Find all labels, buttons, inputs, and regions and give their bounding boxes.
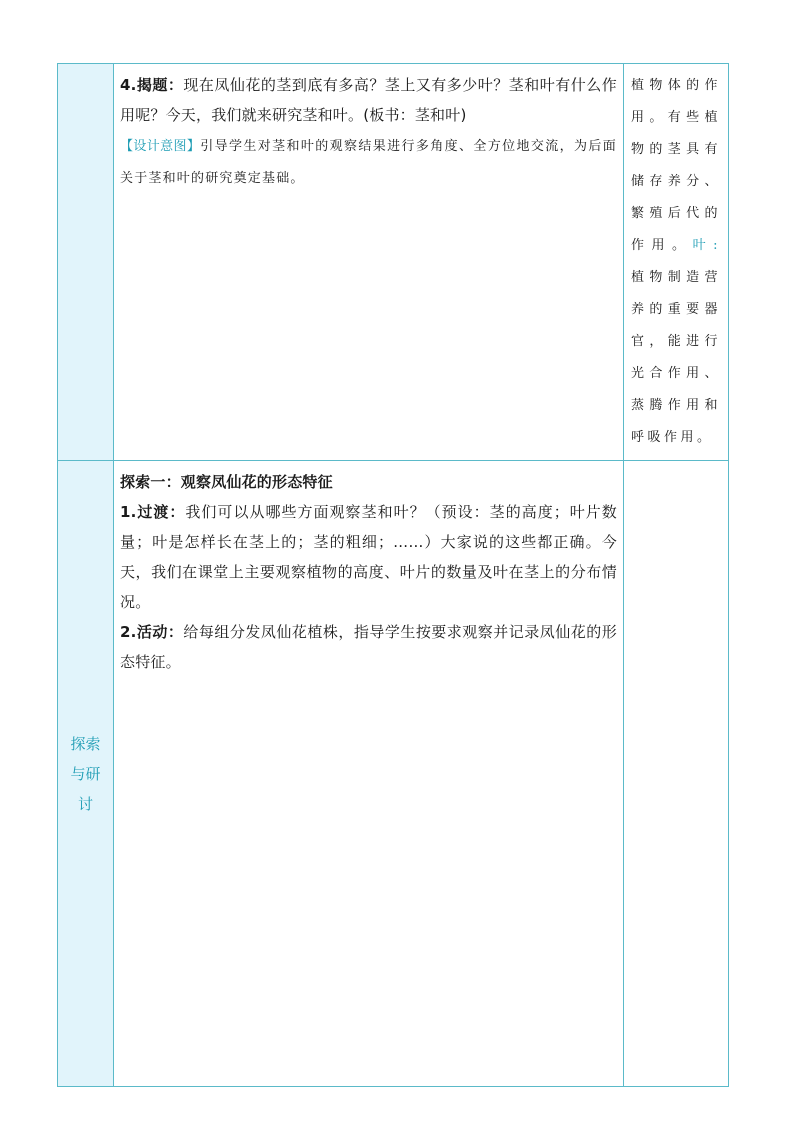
side-stem-text: 植物体的作用。有些植物的茎具有储存养分、繁殖后代的作用。 <box>631 78 721 253</box>
reveal-paragraph <box>120 70 617 130</box>
item-number: 2. <box>120 623 137 641</box>
stage-label: 探索与研讨 <box>70 734 101 813</box>
reveal-number: 4. <box>120 76 137 94</box>
design-intent-tag: 【设计意图】 <box>120 139 201 154</box>
design-intent-paragraph <box>120 130 617 194</box>
side-note <box>624 64 728 460</box>
teaching-content-cell <box>114 64 624 461</box>
design-intent-text: 引导学生对茎和叶的观察结果进行多角度、全方位地交流，为后面关于茎和叶的研究奠定基础。 <box>120 139 617 186</box>
lesson-plan-table <box>57 63 729 1087</box>
side-note-cell <box>624 461 729 1087</box>
teaching-content-cell <box>114 461 624 1087</box>
teaching-content <box>114 64 623 200</box>
item-title: 活动： <box>136 623 184 641</box>
item-text: 我们可以从哪些方面观察茎和叶？（预设：茎的高度；叶片数量；叶是怎样长在茎上的；茎的粗细；……）大家说的这些都正确。今天，我们在课堂上主要观察植物的高度、叶片的数量及叶在茎上的分布情况。 <box>120 503 617 611</box>
side-leaf-text: 植物制造营养的重要器官，能进行光合作用、蒸腾作用和呼吸作用。 <box>631 270 721 445</box>
item-number: 1. <box>120 503 137 521</box>
side-note-cell <box>624 64 729 461</box>
item-activity <box>120 617 617 677</box>
reveal-title: 揭题： <box>136 76 184 94</box>
side-note <box>624 461 728 473</box>
stage-cell <box>58 461 114 1087</box>
teaching-content <box>114 461 623 683</box>
item-transition <box>120 497 617 617</box>
stage-cell <box>58 64 114 461</box>
table-row <box>58 461 729 1087</box>
section-title: 探索一：观察凤仙花的形态特征 <box>120 473 333 491</box>
reveal-text: 现在凤仙花的茎到底有多高？茎上又有多少叶？茎和叶有什么作用呢？今天，我们就来研究茎和叶。(板书：茎和叶) <box>120 76 617 124</box>
table-row <box>58 64 729 461</box>
side-leaf-term: 叶: <box>692 238 721 253</box>
item-title: 过渡： <box>136 503 186 521</box>
item-text: 给每组分发凤仙花植株，指导学生按要求观察并记录凤仙花的形态特征。 <box>120 623 617 671</box>
